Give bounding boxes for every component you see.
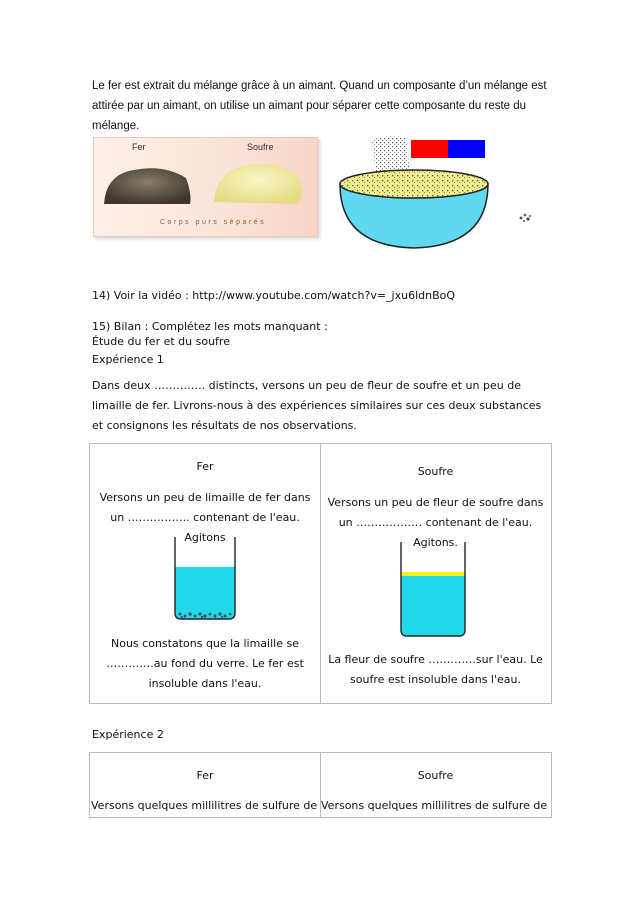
- experience-2-heading: Expérience 2: [92, 728, 164, 741]
- intro-paragraph: Le fer est extrait du mélange grâce à un aimant. Quand un composante d’un mélange est attirée par un aimant, on utilise un aimant pour séparer cette composante du reste du mélange.: [92, 80, 547, 132]
- cell2-soufre: [320, 753, 551, 817]
- table-experience-2: [89, 752, 552, 818]
- photo-label-fer: Fer: [132, 142, 146, 152]
- powder-piles-illustration: [94, 138, 317, 218]
- cell2-fer-title: Fer: [196, 769, 214, 782]
- experience-1-heading: Expérience 1: [92, 353, 164, 366]
- cell2-soufre-title: Soufre: [417, 769, 454, 782]
- cell-soufre-title: Soufre: [417, 465, 454, 478]
- magnet-separation-diagram: [336, 134, 496, 250]
- cell2-fer: [90, 753, 321, 817]
- cell-fer: [90, 444, 321, 703]
- cell-fer-title: Fer: [196, 460, 214, 473]
- study-subtitle: Étude du fer et du soufre: [92, 335, 230, 348]
- bowl-mixture-surface: [340, 170, 488, 198]
- photo-separated-pure-substances: [93, 137, 318, 237]
- cell-soufre-result: La fleur de soufre ………….sur l'eau. Le soufre est insoluble dans l'eau.: [328, 653, 543, 686]
- question-14-video: 14) Voir la vidéo : http://www.youtube.com/watch?v=_jxu6ldnBoQ: [92, 289, 456, 302]
- question-15-title: 15) Bilan : Complétez les mots manquant :: [92, 320, 328, 333]
- photo-label-soufre: Soufre: [247, 142, 274, 152]
- beaker-sulfur: [398, 540, 468, 638]
- magnet-blue-pole: [448, 140, 485, 158]
- cell-fer-result: Nous constatons que la limaille se ………….au fond du verre. Le fer est insoluble dans l'eau.: [106, 637, 304, 690]
- cell-soufre-text: Versons un peu de fleur de soufre dans un ……………… contenant de l'eau. Agitons.: [327, 496, 544, 549]
- experience-paragraph: Dans deux ………….. distincts, versons un peu de fleur de soufre et un peu de limaille de fer. Livrons-nous à des expériences similaires sur ces deux substances et consignons les résultats de nos observations.: [92, 379, 542, 432]
- cell2-fer-text: Versons quelques millilitres de sulfure de: [91, 799, 318, 812]
- iron-powder-pile: [104, 168, 191, 204]
- small-filings-icon: [518, 212, 532, 224]
- cell-soufre: [320, 444, 551, 703]
- table-experience-1: [89, 443, 552, 704]
- photo-caption: Corps purs séparés: [160, 219, 267, 226]
- cell-fer-text: Versons un peu de limaille de fer dans un …………….. contenant de l'eau. Agitons: [99, 491, 311, 544]
- cell2-soufre-text: Versons quelques millilitres de sulfure de: [321, 799, 548, 812]
- sulfur-powder-pile: [214, 164, 302, 204]
- magnet-red-pole: [411, 140, 448, 158]
- beaker-iron: [172, 535, 238, 621]
